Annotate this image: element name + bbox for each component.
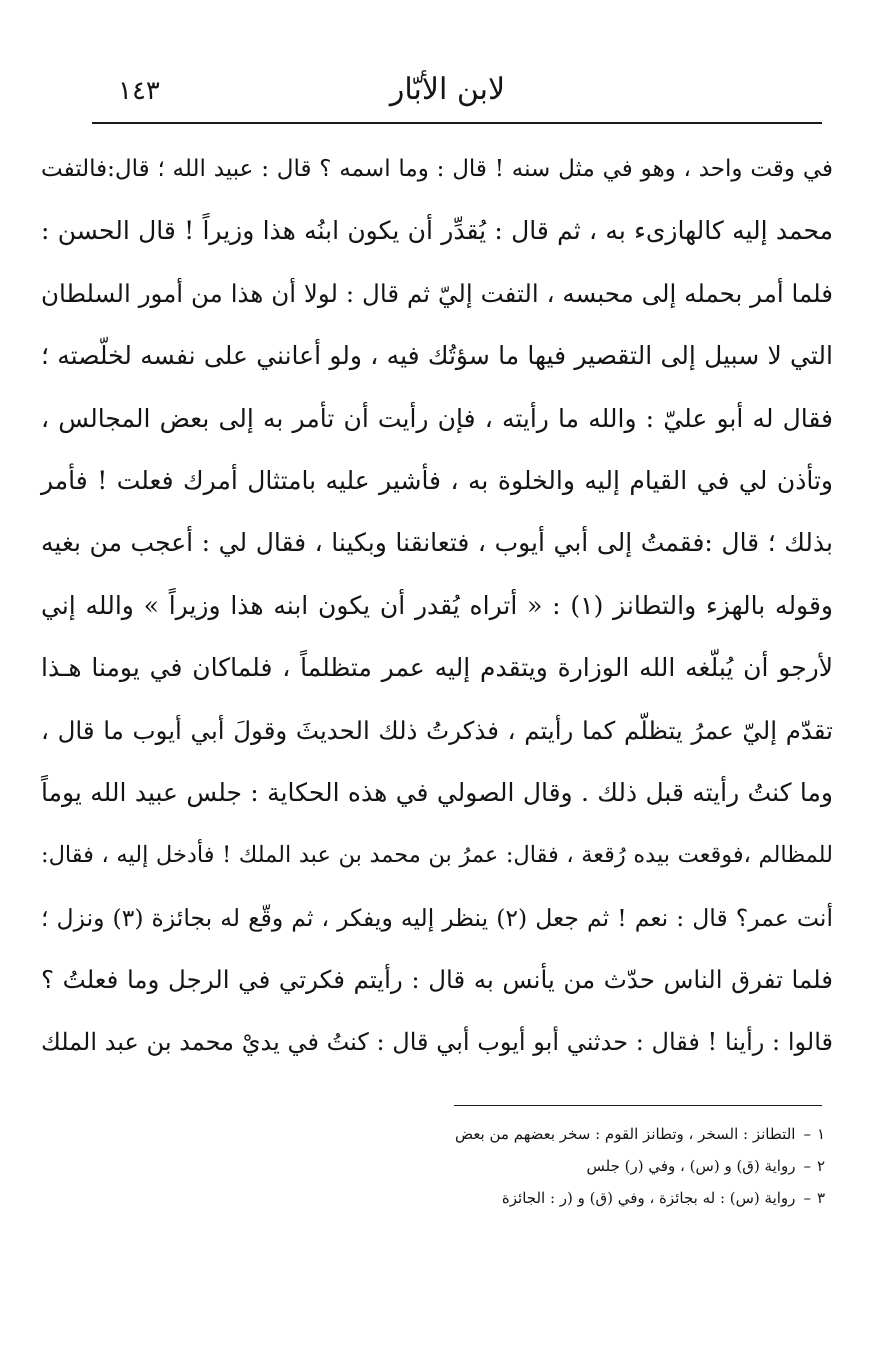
text-line: فقال له أبو عليّ : والله ما رأيته ، فإن رأيت أن تأمر به إلى بعض المجالس ،	[41, 403, 833, 433]
text-line: في وقت واحد ، وهو في مثل سنه ! قال : وما اسمه ؟ قال : عبيد الله ؛ قال:فالتفت	[41, 156, 833, 182]
footnotes	[265, 1118, 825, 1214]
text-line: قالوا : رأينا ! فقال : حدثني أبو أيوب أبي قال : كنتُ في يديْ محمد بن عبد الملك	[41, 1028, 833, 1057]
footnote-dash: –	[803, 1189, 811, 1207]
footnote	[265, 1118, 825, 1150]
running-title: لابن الأبّار	[389, 72, 506, 107]
footnote-number: ١	[816, 1125, 825, 1143]
header-rule	[92, 122, 822, 124]
text-line: محمد إليه كالهازىء به ، ثم قال : يُقدِّر أن يكون ابنُه هذا وزيراً ! قال الحسن :	[41, 216, 833, 246]
footnote-number: ٢	[816, 1157, 825, 1175]
text-line: للمظالم ،فوقعت بيده رُقعة ، فقال: عمرُ بن محمد بن عبد الملك ! فأدخل إليه ، فقال:	[41, 842, 833, 869]
footnote-number: ٣	[816, 1189, 825, 1207]
text-line: وتأذن لي في القيام إليه والخلوة به ، فأشير عليه بامتثال أمرك فعلت ! فأمر	[41, 465, 833, 495]
text-line: تقدّم إليّ عمرُ يتظلّم كما رأيتم ، فذكرتُ ذلك الحديثَ وقولَ أبي أيوب ما قال ،	[41, 715, 833, 745]
text-line: التي لا سبيل إلى التقصير فيها ما سؤتُك فيه ، ولو أعانني على نفسه لخلّصته ؛	[41, 341, 833, 371]
text-line: بذلك ؛ قال :فقمتُ إلى أبي أيوب ، فتعانقنا وبكينا ، فقال لي : أعجب من بغيه	[41, 528, 833, 558]
footnote-text: رواية (ق) و (س) ، وفي (ر) جلس	[586, 1157, 796, 1175]
text-line: فلما تفرق الناس حدّث من يأنس به قال : رأيتم فكرتي في الرجل وما فعلتُ ؟	[41, 965, 833, 995]
footnote-text: رواية (س) : له بجائزة ، وفي (ق) و (ر : الجائزة	[501, 1189, 796, 1207]
main-text	[41, 138, 833, 1074]
text-line: وما كنتُ رأيته قبل ذلك . وقال الصولي في هذه الحكاية : جلس عبيد الله يوماً	[41, 777, 833, 807]
footnote-text: التطانز : السخر ، وتطانز القوم : سخر بعضهم من بعض	[454, 1125, 796, 1143]
text-line: لأرجو أن يُبلّغه الله الوزارة ويتقدم إليه عمر متظلماً ، فلماكان في يومنا هـذا	[41, 653, 833, 683]
text-line: وقوله بالهزء والتطانز (١) : « أتراه يُقدر أن يكون ابنه هذا وزيراً » والله إني	[41, 590, 833, 620]
page-header	[100, 66, 795, 114]
page-number: ١٤٣	[118, 76, 160, 106]
footnote-dash: –	[803, 1157, 811, 1175]
footnote	[265, 1182, 825, 1214]
footnote-rule	[454, 1105, 822, 1106]
text-line: أنت عمر؟ قال : نعم ! ثم جعل (٢) ينظر إليه ويفكر ، ثم وقّع له بجائزة (٣) ونزل ؛	[41, 903, 833, 932]
footnote	[265, 1150, 825, 1182]
text-line: فلما أمر بحمله إلى محبسه ، التفت إليّ ثم قال : لولا أن هذا من أمور السلطان	[41, 278, 833, 308]
footnote-dash: –	[803, 1125, 811, 1143]
